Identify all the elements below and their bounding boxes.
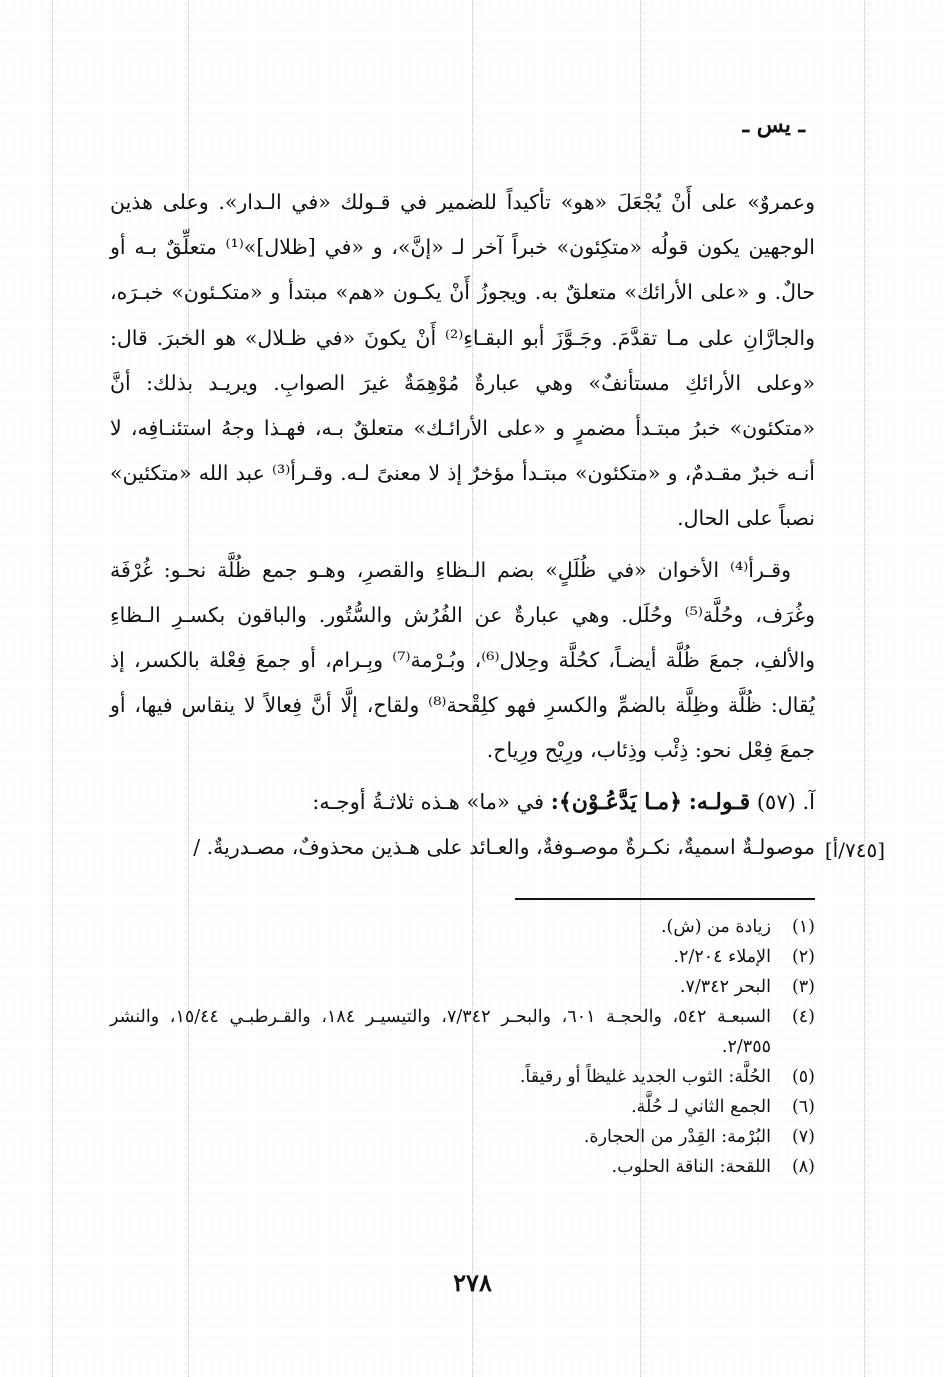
footnote-text: الجمع الثاني لـ حُلَّة. (631, 1097, 771, 1117)
footnote (110, 972, 815, 1002)
footnote-number: (٤) (791, 1007, 815, 1027)
footnote (110, 1092, 815, 1122)
verse-line (110, 780, 815, 825)
footnote-number: (٦) (791, 1097, 815, 1117)
footnote-number: (٣) (791, 977, 815, 997)
footnote-text: الحُلَّة: الثوب الجديد غليظاً أو رقيقاً. (519, 1067, 771, 1087)
footnote-number: (١) (791, 917, 815, 937)
page-number: ٢٧٨ (453, 1268, 492, 1297)
footnote-text: السبعـة ٥٤٢، والحجـة ٦٠١، والبحـر ٧/٣٤٢، والتيسيـر ١٨٤، والقـرطبـي ١٥/٤٤، والنشر ٢/٣٥٥. (110, 1007, 772, 1057)
footnote-number: (٢) (791, 947, 815, 967)
verse-quote-label: قـولـه: (688, 788, 751, 815)
footnote-text: البحر ٧/٣٤٢. (679, 977, 771, 997)
paragraph-last-line: موصولـةٌ اسميةٌ، نكـرةٌ موصـوفةٌ، والعـائد على هـذين محذوفٌ، مصـدريةٌ. / (193, 834, 815, 859)
main-text (110, 180, 815, 870)
footnote-number: (٧) (791, 1127, 815, 1147)
footnote-number: (٨) (791, 1157, 815, 1177)
footnotes (110, 912, 815, 1182)
footnote-text: اللقحة: الناقة الحلوب. (611, 1157, 771, 1177)
verse-rest: في «ما» هـذه ثلاثـةُ أوجـه: (312, 789, 545, 814)
footnote-separator (515, 898, 815, 900)
manuscript-folio-ref: [٧٤٥/أ] (824, 838, 885, 862)
footnote-number: (٥) (791, 1067, 815, 1087)
footnote (110, 1062, 815, 1092)
footnote (110, 1122, 815, 1152)
margin-dotted-line (864, 0, 865, 1377)
footnote (110, 912, 815, 942)
paragraph: وعمروٌ» على أَنْ يُجْعَلَ «هو» تأكيداً للضمير في قـولك «في الـدار». وعلى هذين الوجهين يكون قولُه «متكِئون» خبراً آخر لـ «إنَّ»، و «في [ظلال]»⁽¹⁾ متعلِّقٌ بـه أو حالٌ. و «على الأرائك» متعلقٌ به. ويجوزُ أَنْ يكـون «هم» مبتدأ و «متكـئون» خبـرَه، والجارَّانِ على مـا تقدَّمَ. وجَـوَّزَ أبو البقـاءِ⁽²⁾ أَنْ يكونَ «في ظـلال» هو الخبرَ. قال: «وعلى الأرائكِ مستأنفٌ» وهي عبارةٌ مُوْهِمَةٌ غيرَ الصوابِ. ويريـد بذلك: أنَّ «متكئون» خبرُ مبتـدأ مضمرٍ و «على الأرائـك» متعلقٌ بـه، فهـذا وجهُ استئنـافِه، لا أنـه خبرٌ مقـدمٌ، و «متكئون» مبتـدأ مؤخرٌ إذ لا معنىً لـه. وقـرأ⁽³⁾ عبد الله «متكئين» نصباً على الحال. (110, 190, 815, 531)
verse-quote: ﴿مـا يَدَّعُـوْن﴾: (550, 788, 683, 815)
footnote (110, 1152, 815, 1182)
footnote-text: زيادة من (ش). (660, 917, 771, 937)
paragraph: وقـرأ⁽⁴⁾ الأخوان «في ظُلَلٍ» بضم الـظاءِ والقصرِ، وهـو جمع ظُلَّة نحـو: غُرْفَة وغُرَف، وحُلَّة⁽⁵⁾ وحُلَل. وهي عبارةٌ عن الفُرُش والسُّتُور. والباقون بكسـرِ الـظاءِ والألفِ، جمعَ ظُلَّة أيضـاً، كحُلَّة وحِلال⁽⁶⁾، وبُـرْمة⁽⁷⁾ وبِـرام، أو جمعَ فِعْلة بالكسر، إذ يُقال: ظُلَّة وظِلَّة بالضمِّ والكسرِ فهو كلِقْحة⁽⁸⁾ ولقاح، إلَّا أنَّ فِعالاً لا ينقاس فيها، أو جمعَ فِعْل نحو: ذِئْب وذِئاب، ورِيْح ورِياح. (110, 557, 815, 763)
verse-number: آ. (٥٧) (756, 789, 815, 814)
margin-dotted-line (52, 0, 53, 1377)
footnote (110, 1002, 815, 1062)
footnote-text: الإملاء ٢/٢٠٤. (673, 947, 771, 967)
running-header: ـ يس ـ (742, 112, 805, 138)
footnote (110, 942, 815, 972)
footnote-text: البُرْمة: القِدْر من الحجارة. (583, 1127, 771, 1147)
